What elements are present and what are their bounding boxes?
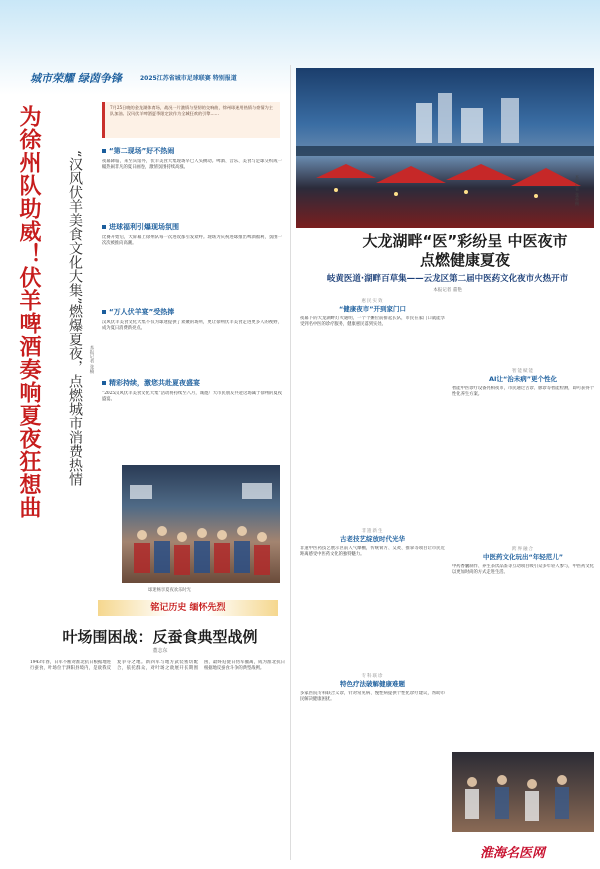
section-heading: 特色疗法破解健康难题 (340, 680, 405, 688)
special-report-tag: 2025江苏省城市足球联赛 特别报道 (140, 75, 237, 82)
left-section-3 (102, 307, 282, 374)
section-text: 比赛开始后，大屏幕上徐州队每一次进攻都引发欢呼。现场为庆祝进球推出啤酒福利，氛围一次次被推向高潮。 (102, 235, 282, 247)
section-heading: AI让“治未病”更个性化 (489, 375, 557, 383)
bullet-icon (102, 310, 106, 314)
history-ribbon: 铭记历史 缅怀先烈 (98, 600, 278, 616)
consultation-photo (452, 752, 594, 832)
left-article-byline: 本报记者 张楠 (89, 345, 94, 374)
right-section-4 (452, 368, 594, 526)
masthead: 城市荣耀 绿茵争锋 (30, 72, 122, 85)
essay-byline: 董志东 (152, 648, 168, 654)
bullet-icon (102, 149, 106, 153)
right-article-byline: 本报记者 董艳 (433, 288, 462, 293)
section-kicker: 跨界融合 (512, 547, 534, 552)
lede-box: 7月25日晚的金龙湖体育场，战况一片激情与坚韧的交响曲，徐州球迷用热情与豪情为主队加油。汉风伏羊啤酒夏季限定款作为全城狂欢的引擎…… (102, 102, 280, 138)
left-section-2 (102, 222, 282, 289)
section-kicker: 非遗新生 (361, 529, 384, 534)
bullet-icon (102, 225, 106, 229)
right-article-title: 大龙湖畔“医”彩纷呈 中医夜市点燃健康夏夜 (362, 232, 568, 269)
section-text: “2025汉风伏羊美食文化大集”活动将持续至八月，诚邀广大市民朋友共赴这场属于徐州的夏夜盛宴。 (102, 391, 282, 403)
section-text: 智能中医诊疗设备亮相夜市，市民通过舌诊、脉诊等智能检测，即可获得个性化养生方案。 (452, 386, 594, 398)
section-text: 夜幕降临，来至宾馆外，伏羊美食大集现场早已人头攒动。啤酒、音乐、美食与足球交织成一幅热闹非凡的夏日画卷，激情氛围持续高涨。 (102, 159, 282, 171)
consultation-illustration (452, 752, 594, 832)
section-heading: “第二现场”好不热闹 (102, 146, 282, 156)
section-text: 夜幕下的大龙湖畔灯火通明，一个个摊位前排起长队，市民在家门口就能享受到名中医的诊疗服务，健康惠民落到实处。 (300, 316, 445, 328)
section-kicker: 专科联诊 (361, 674, 384, 679)
section-heading: “健康夜市”开到家门口 (338, 305, 407, 313)
section-kicker: 惠民实效 (361, 299, 384, 304)
section-text: 汉风伏羊美食文化大集不仅为球迷提供了欢聚的场所，更让徐州伏羊美食走进更多人的视野，成为夏日消费新亮点。 (102, 320, 282, 332)
section-heading: “万人伏羊宴”受热捧 (102, 307, 282, 317)
left-article-subtitle: “汉风伏羊美食文化大集”燃爆夏夜，点燃城市消费热情 (67, 150, 83, 487)
night-market-illustration (296, 68, 594, 228)
night-market-photo (296, 68, 594, 228)
right-section-1 (300, 298, 445, 446)
left-article-title: 为徐州队助威！伏羊啤酒奏响夏夜狂想曲 (16, 105, 41, 519)
section-text: 多家医院专科联合义诊，针对常见病、慢性病提供个性化诊疗建议，帮助市民解决健康困扰。 (300, 691, 445, 703)
left-section-1 (102, 146, 282, 213)
photo-caption: 球迷畅享夏夜欢乐时光 (148, 588, 191, 593)
essay-title: 叶场围困战：反蚕食典型战例 (62, 628, 258, 646)
beer-festival-photo (122, 465, 280, 583)
section-heading: 精彩持续，激您共赴夏夜盛宴 (102, 378, 282, 388)
right-article-subtitle: 岐黄医道·湖畔百草集——云龙区第二届中医药文化夜市火热开市 (326, 274, 569, 284)
section-heading: 古老技艺绽放时代光华 (340, 535, 405, 543)
site-watermark: 淮海名医网 (480, 846, 546, 861)
crowd-illustration (122, 465, 280, 583)
section-text: 非遗中医药技艺展示区前人气爆棚，传统膏方、艾灸、推拿等项目让市民近距离感受中医药文化的独特魅力。 (300, 546, 445, 558)
right-section-3 (300, 673, 445, 861)
right-section-2 (300, 528, 445, 656)
section-text: 中药香囊制作、养生茶饮品鉴等互动项目吸引众多年轻人参与，中医药文化以更加时尚的方式走进生活。 (452, 564, 594, 576)
section-heading: 进球福利引爆现场氛围 (102, 222, 282, 232)
essay-text: 1943年春，日军不断对淮北抗日根据地进行蚕食，叶场位于泗阳县境内，是敌我反复争夺之地。新四军与地方武装密切配合，依托群众，对叶场之敌展开长期围困，最终迫使日伪军撤离，成为淮北抗日根据地反蚕食斗争的典型战例。 (30, 660, 285, 672)
right-section-5 (452, 546, 594, 764)
section-kicker: 智能赋能 (512, 369, 534, 374)
column-divider (290, 65, 291, 860)
left-section-4 (102, 378, 282, 451)
section-heading: 中医药文化玩出“年轻范儿” (482, 553, 564, 561)
photo-credit: 本报记者 张蕊 摄 (575, 175, 580, 206)
bullet-icon (102, 381, 106, 385)
